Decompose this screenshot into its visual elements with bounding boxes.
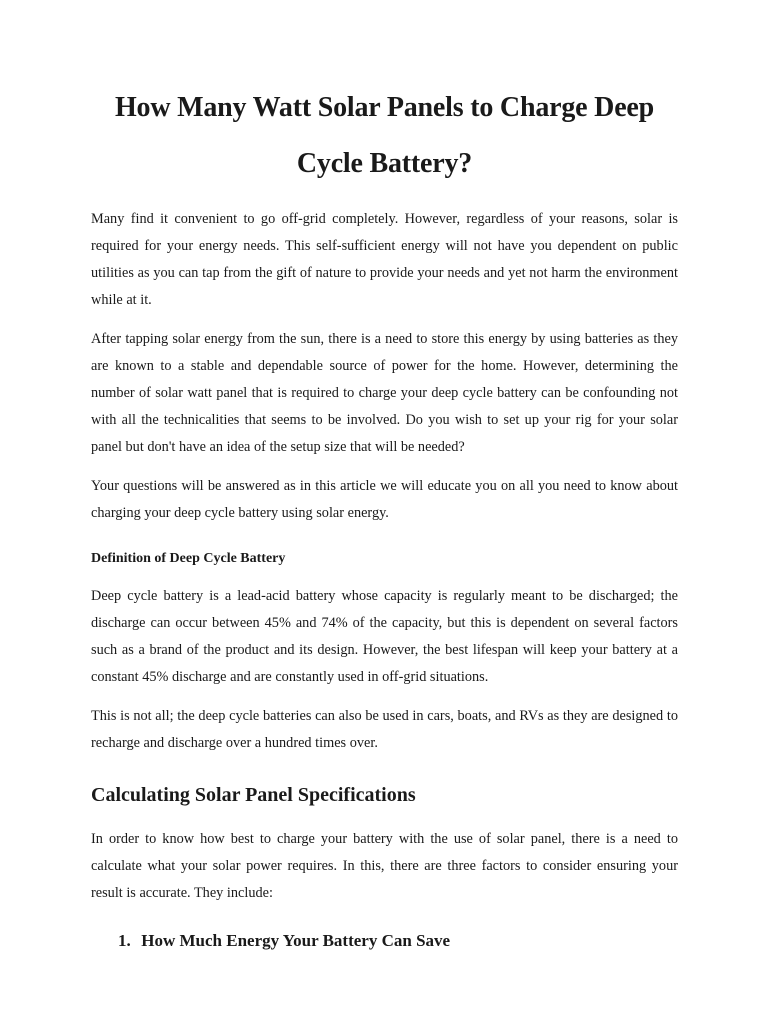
list-item-text: How Much Energy Your Battery Can Save — [141, 931, 451, 950]
section-heading: Calculating Solar Panel Specifications — [91, 784, 416, 806]
intro-paragraph-2: After tapping solar energy from the sun, there is a need to store this energy by using batteries as they are known to a stable and dependable source of power for the home. However, determining the number of solar watt panel that is required to charge your deep cycle battery can be confounding not with all the technicalities that seems to be involved. Do you wish to set up your rig for your solar panel but don't have an idea of the setup size that will be needed? — [91, 331, 678, 455]
definition-heading: Definition of Deep Cycle Battery — [91, 551, 286, 566]
intro-paragraph-1: Many find it convenient to go off-grid completely. However, regardless of your reasons, solar is required for your energy needs. This self-sufficient energy will not have you dependent on public utilities as you can tap from the gift of nature to provide your needs and yet not harm the environment while at it. — [91, 211, 678, 308]
document-title: How Many Watt Solar Panels to Charge Deep Cycle Battery? — [114, 92, 655, 179]
definition-paragraph-1: Deep cycle battery is a lead-acid battery whose capacity is regularly meant to be discharged; the discharge can occur between 45% and 74% of the capacity, but this is dependent on several factors such as a brand of the product and its design. However, the best lifespan will keep your battery at a constant 45% discharge and are constantly used in off-grid situations. — [91, 588, 678, 685]
list-item — [91, 929, 678, 953]
section-paragraph: In order to know how best to charge your battery with the use of solar panel, there is a need to calculate what your solar power requires. In this, there are three factors to consider ensuring your result is accurate. They include: — [91, 831, 678, 901]
definition-paragraph-2: This is not all; the deep cycle batteries can also be used in cars, boats, and RVs as they are designed to recharge and discharge over a hundred times over. — [91, 708, 678, 751]
numbered-list — [91, 929, 678, 953]
list-item-number: 1. — [118, 931, 131, 950]
intro-paragraph-3: Your questions will be answered as in this article we will educate you on all you need to know about charging your deep cycle battery using solar energy. — [91, 478, 678, 521]
document-page — [91, 80, 678, 953]
